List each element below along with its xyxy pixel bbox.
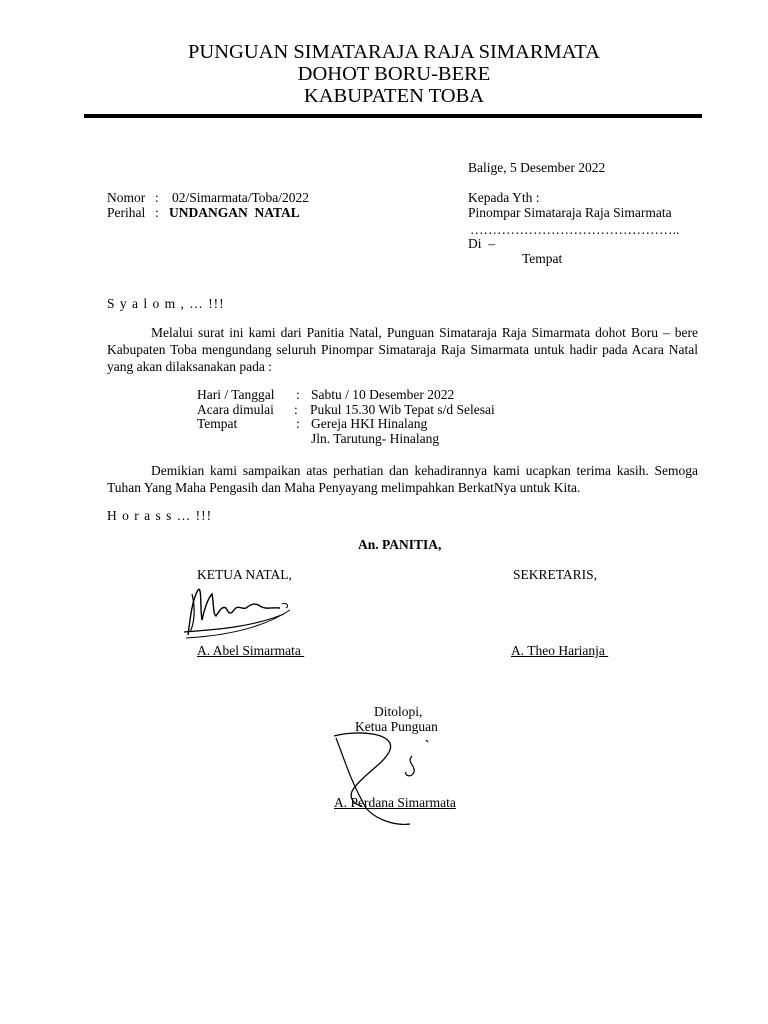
event-venue-label: Tempat <box>197 416 238 431</box>
approver-signature <box>326 728 430 830</box>
nomor-value: 02/Simarmata/Toba/2022 <box>172 190 310 205</box>
letterhead-line-1: PUNGUAN SIMATARAJA RAJA SIMARMATA <box>188 41 600 63</box>
approved-label: Ditolopi, <box>374 704 423 719</box>
approver-name: A. Perdana Simarmata <box>334 795 456 810</box>
place-date: Balige, 5 Desember 2022 <box>468 160 606 175</box>
chair-name: A. Abel Simarmata <box>197 643 305 658</box>
body-paragraph: Melalui surat ini kami dari Panitia Natal, Punguan Simataraja Raja Simarmata dohot Boru – bere Kabupaten Toba mengundang seluruh Pinompar Simataraja Raja Simarmata untuk hadir pada Acara Natal yang akan dilaksanakan pada : <box>107 325 698 374</box>
event-start-label: Acara dimulai <box>197 402 274 417</box>
perihal-value: UNDANGAN NATAL <box>169 205 300 220</box>
recipient-tempat: Tempat <box>522 251 563 266</box>
event-date-sep: : <box>296 387 300 402</box>
perihal-label: Perihal <box>107 205 146 220</box>
chair-signature <box>180 580 295 645</box>
letterhead-divider <box>84 114 702 118</box>
event-start-sep: : <box>294 402 298 417</box>
event-venue-address: Jln. Tarutung- Hinalang <box>311 431 440 446</box>
nomor-label: Nomor <box>107 190 146 205</box>
letterhead-line-2: DOHOT BORU-BERE <box>297 63 491 85</box>
event-date-label: Hari / Tanggal <box>197 387 275 402</box>
event-start-value: Pukul 15.30 Wib Tepat s/d Selesai <box>310 402 495 417</box>
event-venue-value: Gereja HKI Hinalang <box>311 416 428 431</box>
event-venue-sep: : <box>296 416 300 431</box>
chair-title: KETUA NATAL, <box>197 567 292 582</box>
perihal-separator: : <box>155 205 159 220</box>
recipient-dots: ……………………………………….. <box>470 222 680 237</box>
closing-paragraph: Demikian kami sampaikan atas perhatian dan kehadirannya kami ucapkan terima kasih. Semoga Tuhan Yang Maha Pengasih dan Maha Penyayang melimpahkan BerkatNya untuk Kita. <box>107 463 698 495</box>
committee-label: An. PANITIA, <box>358 537 442 552</box>
recipient-di: Di – <box>468 236 495 251</box>
letterhead-line-3: KABUPATEN TOBA <box>303 85 485 107</box>
nomor-separator: : <box>155 190 159 205</box>
secretary-name: A. Theo Harianja <box>511 643 609 658</box>
greeting: S y a l o m , … !!! <box>107 296 225 311</box>
secretary-title: SEKRETARIS, <box>513 567 598 582</box>
horas-greeting: H o r a s s … !!! <box>107 508 213 523</box>
recipient-kepada: Kepada Yth : <box>468 190 540 205</box>
approver-title: Ketua Punguan <box>355 719 438 734</box>
event-date-value: Sabtu / 10 Desember 2022 <box>311 387 455 402</box>
recipient-name: Pinompar Simataraja Raja Simarmata <box>468 205 672 220</box>
